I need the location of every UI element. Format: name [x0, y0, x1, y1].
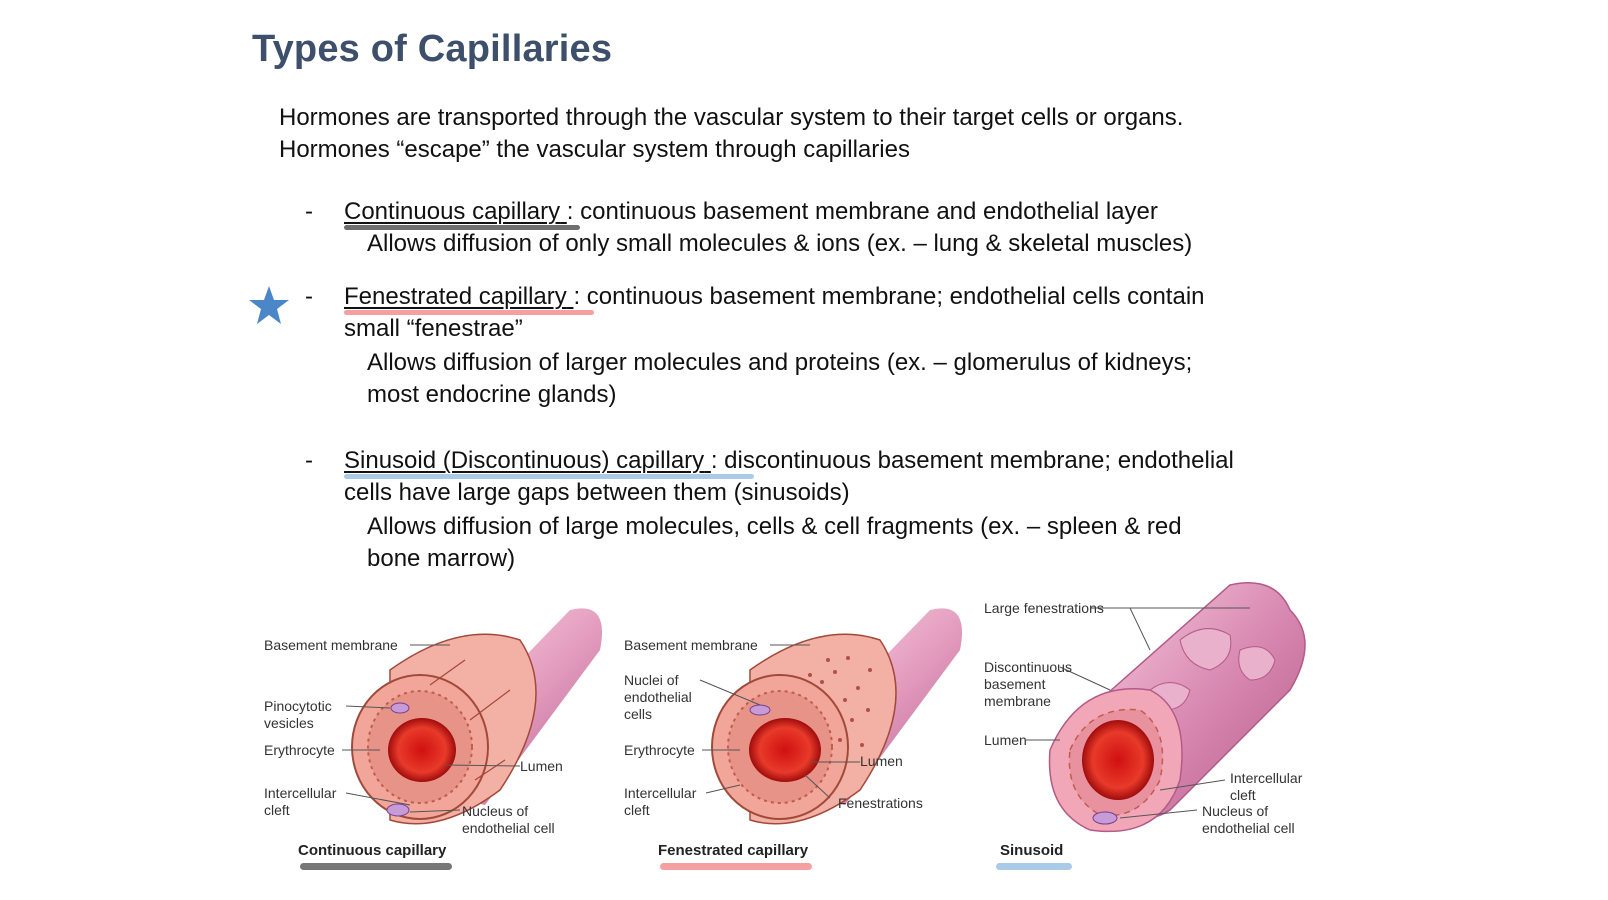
- bullet-line-1: Continuous capillary : continuous basement membrane and endothelial layer: [344, 196, 1158, 228]
- bullet-sub-1: Allows diffusion of only small molecules & ions (ex. – lung & skeletal muscles): [367, 230, 1193, 257]
- caption-highlight-bar: [996, 863, 1072, 870]
- label-intercellular-2: cleft: [1230, 787, 1256, 803]
- label-pinocytotic-1: Pinocytotic: [264, 698, 332, 714]
- caption-sinusoid: Sinusoid: [1000, 842, 1064, 859]
- diagram-continuous: [264, 580, 630, 890]
- label-large-fenestrations: Large fenestrations: [984, 600, 1104, 616]
- label-lumen: Lumen: [984, 732, 1027, 748]
- label-lumen: Lumen: [520, 758, 563, 774]
- label-basement-membrane: Basement membrane: [624, 637, 758, 653]
- bullet-dash: -: [305, 447, 313, 474]
- label-intercellular-2: cleft: [624, 802, 650, 818]
- intro-text: [279, 102, 1183, 166]
- label-intercellular-1: Intercellular: [624, 785, 697, 801]
- label-basement-membrane: Basement membrane: [264, 637, 398, 653]
- diagram-fenestrated: [624, 580, 990, 890]
- bullet-dash: -: [305, 283, 313, 310]
- bullet-sub-2: bone marrow): [367, 545, 516, 572]
- slide-title: Types of Capillaries: [252, 28, 613, 70]
- term-fenestrated: Fenestrated capillary: [344, 283, 573, 310]
- label-discontinuous-1: Discontinuous: [984, 659, 1072, 675]
- label-erythrocyte: Erythrocyte: [624, 742, 695, 758]
- bullet-line-2: cells have large gaps between them (sinusoids): [344, 479, 850, 506]
- diagram-sinusoid: [984, 580, 1360, 890]
- caption-highlight-bar: [660, 863, 812, 870]
- label-lumen: Lumen: [860, 753, 903, 769]
- label-discontinuous-3: membrane: [984, 693, 1051, 709]
- label-nuclei-2: endothelial: [624, 689, 692, 705]
- label-discontinuous-2: basement: [984, 676, 1046, 692]
- term-sinusoid: Sinusoid (Discontinuous) capillary: [344, 447, 711, 474]
- label-nuclei-3: cells: [624, 706, 653, 722]
- label-nucleus-1: Nucleus of: [1202, 803, 1269, 819]
- label-erythrocyte: Erythrocyte: [264, 742, 335, 758]
- bullet-dash: -: [305, 198, 313, 225]
- caption-continuous: Continuous capillary: [298, 842, 447, 859]
- label-nucleus-2: endothelial cell: [462, 820, 555, 836]
- label-intercellular-2: cleft: [264, 802, 290, 818]
- bullet-line-1: Fenestrated capillary : continuous basement membrane; endothelial cells contain: [344, 281, 1205, 313]
- label-nuclei-1: Nuclei of: [624, 672, 679, 688]
- bullet-sub-2: most endocrine glands): [367, 381, 617, 408]
- bullet-sub-1: Allows diffusion of large molecules, cells & cell fragments (ex. – spleen & red: [367, 513, 1182, 540]
- bullet-sub-1: Allows diffusion of larger molecules and proteins (ex. – glomerulus of kidneys;: [367, 349, 1193, 376]
- label-fenestrations: Fenestrations: [838, 795, 923, 811]
- label-nucleus-2: endothelial cell: [1202, 820, 1295, 836]
- caption-highlight-bar: [300, 863, 452, 870]
- label-pinocytotic-2: vesicles: [264, 715, 314, 731]
- star-icon: [248, 285, 290, 325]
- bullet-line-1: Sinusoid (Discontinuous) capillary : discontinuous basement membrane; endothelial: [344, 445, 1234, 477]
- label-nucleus-1: Nucleus of: [462, 803, 529, 819]
- bullet-line-2: small “fenestrae”: [344, 315, 523, 342]
- term-continuous: Continuous capillary: [344, 198, 567, 225]
- caption-fenestrated: Fenestrated capillary: [658, 842, 809, 859]
- label-intercellular-1: Intercellular: [264, 785, 337, 801]
- intro-line-1: Hormones are transported through the vascular system to their target cells or organs.: [279, 104, 1184, 131]
- label-intercellular-1: Intercellular: [1230, 770, 1303, 786]
- intro-line-2: Hormones “escape” the vascular system through capillaries: [279, 136, 910, 163]
